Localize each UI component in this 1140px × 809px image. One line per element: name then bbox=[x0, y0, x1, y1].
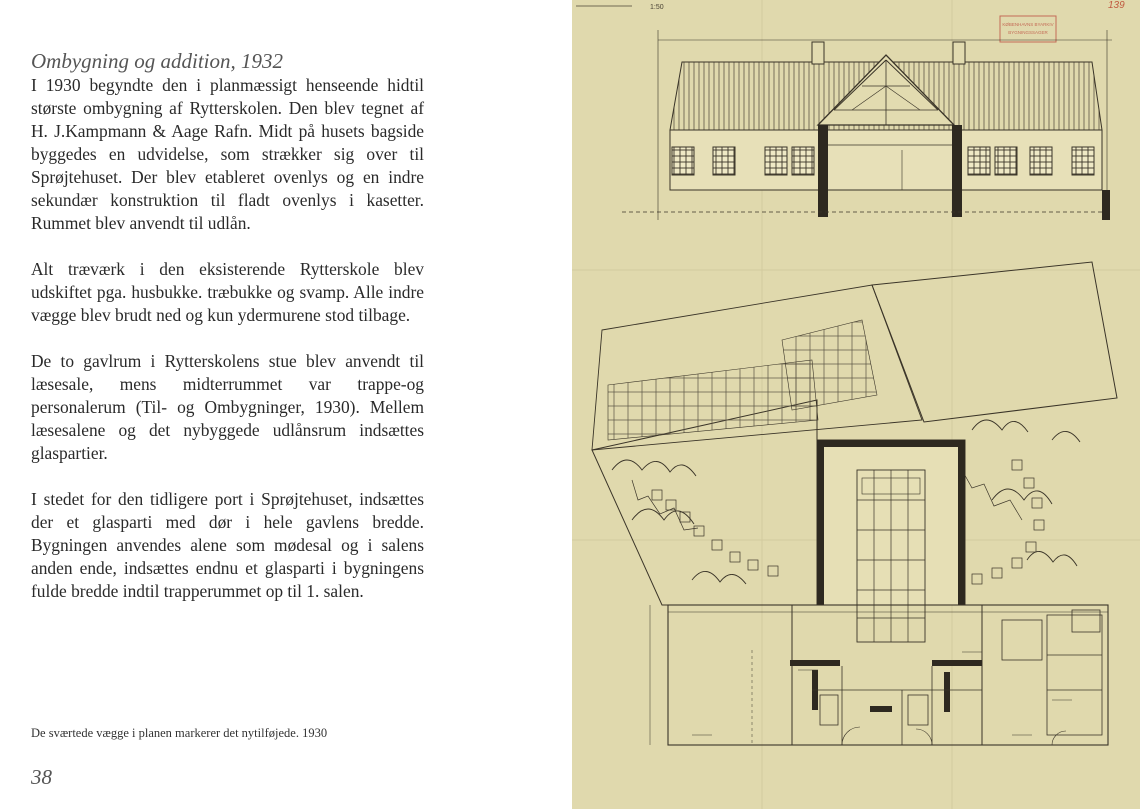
paragraph-1: I 1930 begyndte den i planmæssigt henseende hidtil største ombygning af Rytterskolen. Den blev tegnet af H. J.Kampmann & Aage Rafn. Midt på husets bagside byggedes en udvidelse, som strækker sig over til Sprøjtehuset. Der blev etableret ovenlys og en indre sekundær konstruktion til fladt ovenlys i kasetter. Rummet blev anvendt til udlån. bbox=[31, 75, 424, 233]
figure-caption: De sværtede vægge i planen markerer det nytilføjede. 1930 bbox=[31, 726, 328, 740]
paragraph-4: I stedet for den tidligere port i Sprøjtehuset, indsættes der et glasparti med dør i hele gavlens bredde. Bygningen anvendes alene som mødesal og i salens anden ende, indsættes endnu et glasparti i bygningens fulde bredde indtil trapperummet op til 1. salen. bbox=[31, 489, 424, 601]
section-heading: Ombygning og addition, 1932 bbox=[31, 49, 283, 73]
svg-text:BYGNINGSSAGER: BYGNINGSSAGER bbox=[1008, 30, 1048, 35]
architectural-drawing bbox=[572, 0, 1140, 809]
page-number: 38 bbox=[31, 765, 52, 789]
body-text bbox=[31, 74, 424, 626]
paragraph-2: Alt træværk i den eksisterende Rytterskole blev udskiftet pga. husbukke. træbukke og svamp. Alle indre vægge blev brudt ned og kun ydermurene stod tilbage. bbox=[31, 259, 424, 325]
paragraph-3: De to gavlrum i Rytterskolens stue blev anvendt til læsesale, mens midterrummet var trappe-og personalerum (Til- og Ombygninger, 1930). Mellem læsesalene og det nybyggede udlånsrum indsættes glaspartier. bbox=[31, 351, 424, 463]
sheet-number: 139 bbox=[1108, 0, 1125, 11]
svg-text:KØBENHAVNS BYARKIV: KØBENHAVNS BYARKIV bbox=[1002, 22, 1054, 27]
scale-label: 1:50 bbox=[650, 4, 664, 11]
